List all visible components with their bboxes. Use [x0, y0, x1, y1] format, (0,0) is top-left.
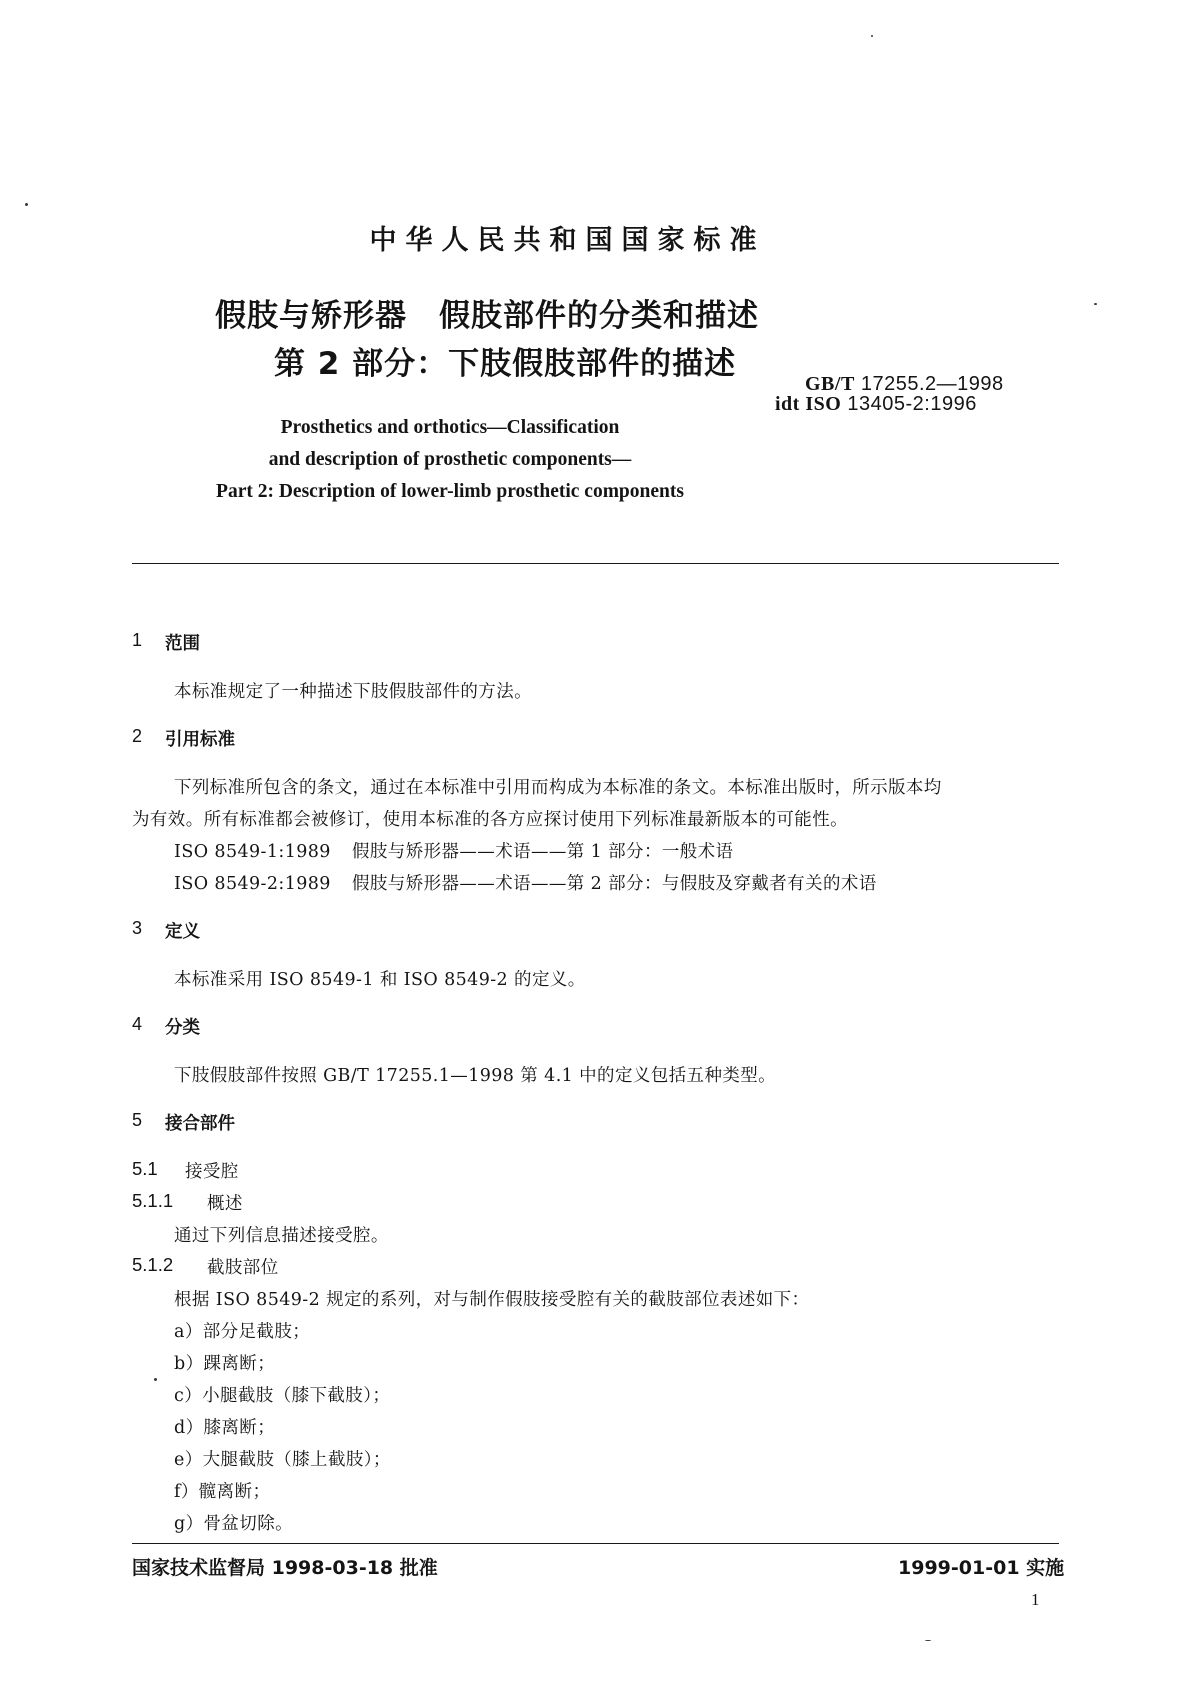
reference-code: ISO 8549-1:1989 — [174, 842, 331, 862]
english-title-line-2: and description of prosthetic components— — [268, 449, 632, 470]
english-title-line-3: Part 2: Description of lower-limb prosthetic components — [216, 481, 684, 502]
scan-speck — [871, 35, 873, 37]
approval-note: 国家技术监督局 1998-03-18 批准 — [132, 1557, 438, 1579]
list-item: g）骨盆切除。 — [174, 1514, 294, 1534]
reference-title: 假肢与矫形器——术语——第 1 部分：一般术语 — [352, 842, 734, 862]
standard-code: GB/T 17255.2—1998 — [805, 373, 1004, 395]
effective-date: 1999-01-01 实施 — [898, 1557, 1065, 1579]
section-5-number: 5 — [132, 1110, 143, 1130]
reference-item — [174, 870, 877, 895]
idt-prefix: idt ISO — [775, 393, 842, 415]
section-1-number: 1 — [132, 630, 143, 650]
list-item: f）髋离断； — [174, 1482, 271, 1502]
list-item: c）小腿截肢（膝下截肢）； — [174, 1386, 391, 1406]
chinese-title-line-2: 第 2 部分：下肢假肢部件的描述 — [274, 346, 737, 382]
scan-speck — [1094, 303, 1097, 305]
subsection-5-1-2-number: 5.1.2 — [132, 1254, 174, 1275]
section-4-number: 4 — [132, 1014, 143, 1034]
national-standard-heading: 中华人民共和国国家标准 — [369, 225, 766, 256]
reference-code: ISO 8549-2:1989 — [174, 874, 331, 894]
list-item: d）膝离断； — [174, 1418, 276, 1438]
footer-divider — [132, 1543, 1059, 1544]
english-title-line-1: Prosthetics and orthotics—Classification — [280, 417, 620, 438]
section-3-number: 3 — [132, 918, 143, 938]
subsection-5-1-2-body: 根据 ISO 8549-2 规定的系列，对与制作假肢接受腔有关的截肢部位表述如下： — [174, 1290, 810, 1310]
section-5-title: 接合部件 — [165, 1114, 235, 1134]
subsection-5-1-1-number: 5.1.1 — [132, 1190, 174, 1211]
section-3-body: 本标准采用 ISO 8549-1 和 ISO 8549-2 的定义。 — [174, 970, 586, 990]
section-2-body-line-1: 下列标准所包含的条文，通过在本标准中引用而构成为本标准的条文。本标准出版时，所示版本均 — [174, 778, 942, 798]
section-4-title: 分类 — [165, 1018, 200, 1038]
list-item: b）踝离断； — [174, 1354, 276, 1374]
scan-speck — [154, 1378, 157, 1381]
section-3-title: 定义 — [165, 922, 200, 942]
scan-speck — [925, 1640, 931, 1641]
idt-code-text: 13405-2:1996 — [847, 393, 977, 415]
subsection-5-1-2-title: 截肢部位 — [207, 1258, 279, 1278]
idt-code — [775, 393, 977, 416]
subsection-5-1-title: 接受腔 — [185, 1162, 239, 1182]
reference-item — [174, 838, 733, 863]
section-2-body-line-2: 为有效。所有标准都会被修订，使用本标准的各方应探讨使用下列标准最新版本的可能性。 — [132, 810, 848, 830]
section-1-title: 范围 — [165, 634, 200, 654]
scan-speck — [25, 203, 28, 206]
subsection-5-1-number: 5.1 — [132, 1158, 158, 1179]
subsection-5-1-1-title: 概述 — [207, 1194, 243, 1214]
reference-title: 假肢与矫形器——术语——第 2 部分：与假肢及穿戴者有关的术语 — [352, 874, 877, 894]
standard-code-text: 17255.2—1998 — [860, 373, 1004, 395]
section-4-body: 下肢假肢部件按照 GB/T 17255.1—1998 第 4.1 中的定义包括五种类型。 — [174, 1066, 777, 1086]
chinese-title-line-1: 假肢与矫形器 假肢部件的分类和描述 — [215, 298, 759, 334]
section-2-number: 2 — [132, 726, 143, 746]
list-item: a）部分足截肢； — [174, 1322, 311, 1342]
section-2-title: 引用标准 — [165, 730, 235, 750]
subsection-5-1-1-body: 通过下列信息描述接受腔。 — [174, 1226, 389, 1246]
header-divider — [132, 563, 1059, 564]
section-1-body: 本标准规定了一种描述下肢假肢部件的方法。 — [174, 682, 532, 702]
list-item: e）大腿截肢（膝上截肢）； — [174, 1450, 391, 1470]
page-number: 1 — [1031, 1590, 1040, 1609]
